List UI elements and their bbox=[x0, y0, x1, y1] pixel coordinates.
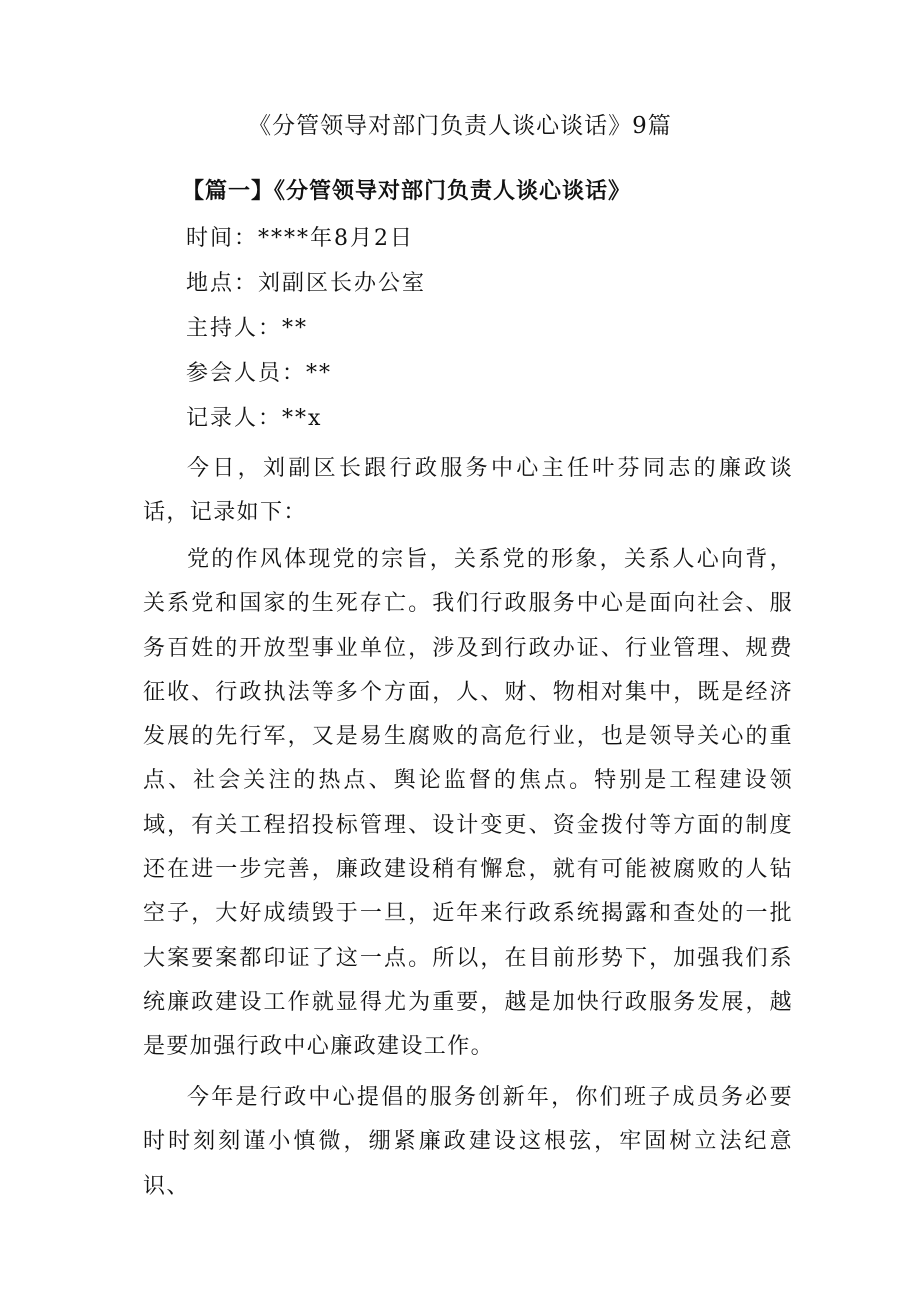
meta-label: 主持人： bbox=[186, 316, 283, 341]
meta-host bbox=[186, 311, 308, 347]
meta-label: 参会人员： bbox=[186, 361, 307, 386]
meta-value: ****年8月2日 bbox=[258, 226, 415, 251]
body-paragraph-continued: 今年是行政中心提倡的服务创新年，你们班子成员务必要时时刻刻谨小慎微，绷紧廉政建设这根弦，牢固树立法纪意识、 bbox=[143, 1085, 793, 1199]
meta-label: 地点： bbox=[186, 271, 259, 296]
meta-value: ** bbox=[282, 316, 309, 341]
meta-attendees bbox=[186, 356, 332, 392]
body-paragraph-main: 党的作风体现党的宗旨，关系党的形象，关系人心向背，关系党和国家的生死存亡。我们行政服务中心是面向社会、服务百姓的开放型事业单位，涉及到行政办证、行业管理、规费征收、行政执法等多个方面，人、财、物相对集中，既是经济发展的先行军，又是易生腐败的高危行业，也是领导关心的重点、社会关注的热点、舆论监督的焦点。特别是工程建设领域，有关工程招投标管理、设计变更、资金拨付等方面的制度还在进一步完善，廉政建设稍有懈怠，就有可能被腐败的人钻空子，大好成绩毁于一旦，近年来行政系统揭露和查处的一批大案要案都印证了这一点。所以，在目前形势下，加强我们系统廉政建设工作就显得尤为重要，越是加快行政服务发展，越是要加强行政中心廉政建设工作。 bbox=[143, 547, 793, 1060]
meta-value: ** bbox=[306, 361, 333, 386]
meta-time bbox=[186, 221, 414, 257]
body-paragraph-intro: 今日，刘副区长跟行政服务中心主任叶芬同志的廉政谈话，记录如下： bbox=[143, 456, 793, 526]
section-heading: 【篇一】《分管领导对部门负责人谈心谈话》 bbox=[182, 178, 632, 204]
meta-location bbox=[186, 266, 426, 302]
meta-value: **x bbox=[282, 406, 323, 431]
meta-label: 记录人： bbox=[186, 406, 283, 431]
meta-recorder bbox=[186, 401, 322, 437]
document-title: 《分管领导对部门负责人谈心谈话》9篇 bbox=[248, 113, 672, 139]
meta-label: 时间： bbox=[186, 226, 259, 251]
meta-value: 刘副区长办公室 bbox=[258, 271, 427, 296]
